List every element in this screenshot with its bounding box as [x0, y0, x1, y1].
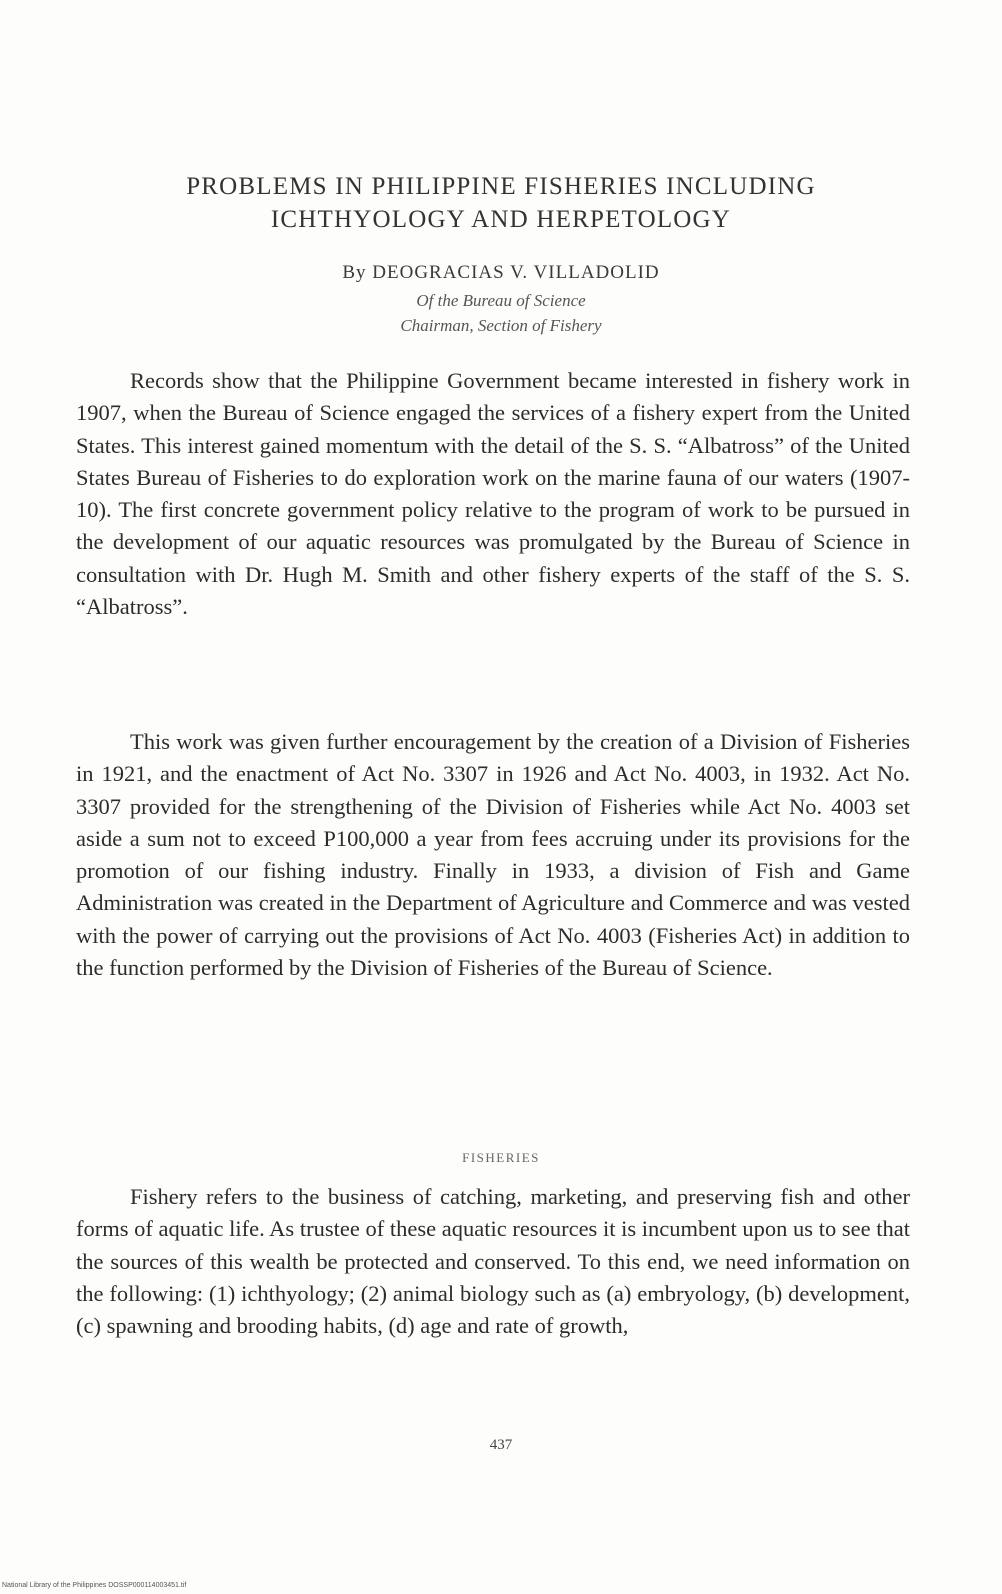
author-affiliation: Of the Bureau of Science	[416, 291, 586, 310]
paragraph-text: Fishery refers to the business of catching, marketing, and preserving fish and other forms of aquatic life. As trustee of these aquatic resources it is incumbent upon us to see that the sources of this wealth be protected and conserved. To this end, we need information on the following: (1) ichthyology; (2) animal biology such as (a) embryology, (b) development, (c) spawning and brooding habits, (d) age and rate of growth,	[76, 1184, 910, 1339]
section-heading: FISHERIES	[462, 1150, 540, 1165]
author-position: Chairman, Section of Fishery	[400, 316, 602, 335]
title-line-1: PROBLEMS IN PHILIPPINE FISHERIES INCLUDING	[186, 173, 816, 200]
author-byline: By DEOGRACIAS V. VILLADOLID	[342, 262, 660, 283]
scan-footer-label: National Library of the Philippines DOSSP000114003451.tif	[2, 1582, 187, 1589]
article-title	[80, 170, 922, 236]
page-number: 437	[489, 1437, 513, 1453]
body-paragraph-2	[76, 726, 910, 984]
paragraph-text: This work was given further encouragement by the creation of a Division of Fisheries in 1921, and the enactment of Act No. 3307 in 1926 and Act No. 4003, in 1932. Act No. 3307 provided for the strengthening of the Division of Fisheries while Act No. 4003 set aside a sum not to exceed P100,000 a year from fees accruing under its provisions for the promotion of our fishing industry. Finally in 1933, a division of Fish and Game Administration was created in the Department of Agriculture and Commerce and was vested with the power of carrying out the provisions of Act No. 4003 (Fisheries Act) in addition to the function performed by the Division of Fisheries of the Bureau of Science.	[76, 729, 910, 981]
title-line-2: ICHTHYOLOGY AND HERPETOLOGY	[270, 206, 732, 233]
body-paragraph-3	[76, 1181, 910, 1342]
paragraph-text: Records show that the Philippine Government became interested in fishery work in 1907, when the Bureau of Science engaged the services of a fishery expert from the United States. This interest gained momentum with the detail of the S. S. “Albatross” of the United States Bureau of Fisheries to do exploration work on the marine fauna of our waters (1907-10). The first concrete government policy relative to the program of work to be pursued in the development of our aquatic resources was promulgated by the Bureau of Science in consultation with Dr. Hugh M. Smith and other fishery experts of the staff of the S. S. “Albatross”.	[76, 368, 910, 620]
body-paragraph-1	[76, 365, 910, 623]
